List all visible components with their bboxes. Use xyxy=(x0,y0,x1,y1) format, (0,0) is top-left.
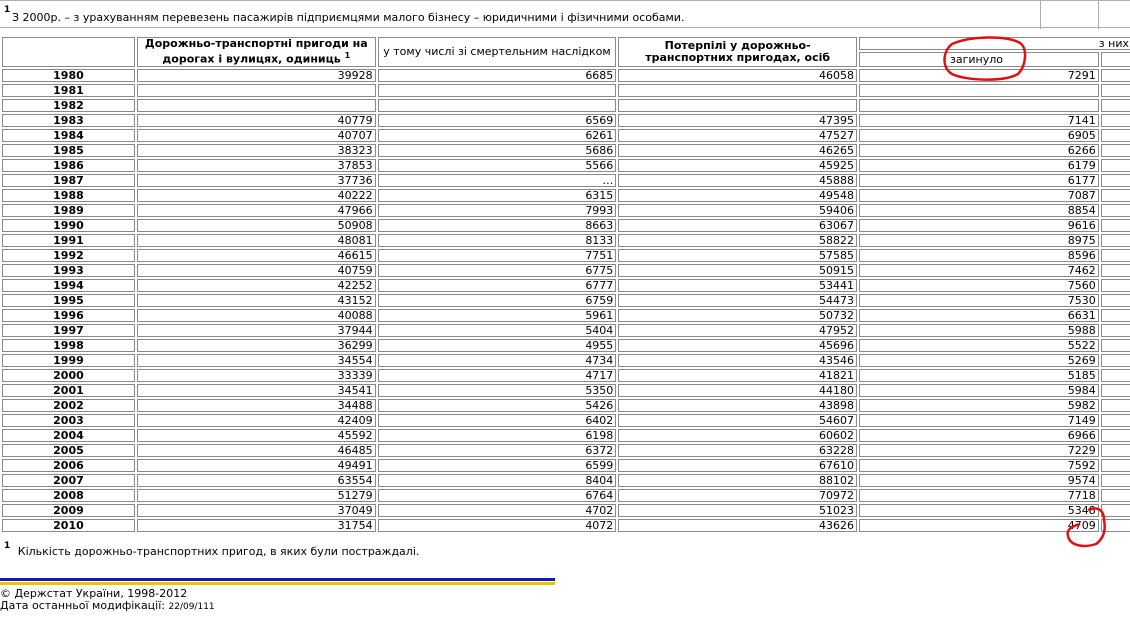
accidents-cell: 38323 xyxy=(137,144,376,157)
year-cell: 1989 xyxy=(2,204,135,217)
footer-rule-yellow xyxy=(0,582,555,585)
killed-cell: 5185 xyxy=(859,369,1099,382)
extra-cell xyxy=(1101,474,1130,487)
table-row xyxy=(2,189,1130,202)
extra-cell xyxy=(1101,264,1130,277)
victims-cell xyxy=(618,99,857,112)
extra-cell xyxy=(1101,309,1130,322)
victims-cell: 60602 xyxy=(618,429,857,442)
victims-cell: 63067 xyxy=(618,219,857,232)
extra-cell xyxy=(1101,504,1130,517)
year-cell: 1980 xyxy=(2,69,135,82)
fatal-cell: 8663 xyxy=(378,219,617,232)
table-row xyxy=(2,444,1130,457)
fatal-cell: 6764 xyxy=(378,489,617,502)
extra-cell xyxy=(1101,324,1130,337)
fatal-cell: 4734 xyxy=(378,354,617,367)
fatal-cell: 8133 xyxy=(378,234,617,247)
fatal-cell: 6599 xyxy=(378,459,617,472)
fatal-cell: 6315 xyxy=(378,189,617,202)
year-cell: 2009 xyxy=(2,504,135,517)
accidents-cell: 40222 xyxy=(137,189,376,202)
accidents-cell: 49491 xyxy=(137,459,376,472)
fatal-cell: 5350 xyxy=(378,384,617,397)
fatal-cell: 6777 xyxy=(378,279,617,292)
victims-cell: 45696 xyxy=(618,339,857,352)
last-modified xyxy=(0,599,215,612)
accidents-cell: 42252 xyxy=(137,279,376,292)
killed-cell: 7718 xyxy=(859,489,1099,502)
accidents-cell: 37853 xyxy=(137,159,376,172)
table-row xyxy=(2,84,1130,97)
accidents-cell: 46615 xyxy=(137,249,376,262)
extra-cell xyxy=(1101,129,1130,142)
table-row xyxy=(2,294,1130,307)
year-cell: 2007 xyxy=(2,474,135,487)
killed-cell: 6966 xyxy=(859,429,1099,442)
header-of-them: з них xyxy=(859,37,1130,50)
footnote-marker: 1 xyxy=(4,541,11,551)
victims-cell: 46265 xyxy=(618,144,857,157)
accidents-cell: 37049 xyxy=(137,504,376,517)
year-cell: 2010 xyxy=(2,519,135,532)
table-row xyxy=(2,324,1130,337)
killed-cell: 7149 xyxy=(859,414,1099,427)
table-row xyxy=(2,114,1130,127)
top-note-marker: 1 xyxy=(4,5,11,15)
accidents-cell: 42409 xyxy=(137,414,376,427)
fatal-cell: 7993 xyxy=(378,204,617,217)
accidents-cell: 37736 xyxy=(137,174,376,187)
killed-cell: 6266 xyxy=(859,144,1099,157)
extra-cell xyxy=(1101,159,1130,172)
victims-cell: 53441 xyxy=(618,279,857,292)
victims-cell xyxy=(618,84,857,97)
fatal-cell: 6372 xyxy=(378,444,617,457)
killed-cell: 5522 xyxy=(859,339,1099,352)
extra-cell xyxy=(1101,69,1130,82)
extra-cell xyxy=(1101,249,1130,262)
year-cell: 1991 xyxy=(2,234,135,247)
victims-cell: 63228 xyxy=(618,444,857,457)
victims-cell: 70972 xyxy=(618,489,857,502)
accidents-cell: 45592 xyxy=(137,429,376,442)
table-row xyxy=(2,429,1130,442)
extra-cell xyxy=(1101,459,1130,472)
accidents-cell: 40088 xyxy=(137,309,376,322)
extra-cell xyxy=(1101,489,1130,502)
table-row xyxy=(2,264,1130,277)
extra-cell xyxy=(1101,279,1130,292)
footnote xyxy=(4,541,420,558)
killed-cell: 7462 xyxy=(859,264,1099,277)
victims-cell: 58822 xyxy=(618,234,857,247)
year-cell: 2000 xyxy=(2,369,135,382)
header-empty-cell xyxy=(2,37,135,67)
killed-cell: 7592 xyxy=(859,459,1099,472)
accidents-cell: 34554 xyxy=(137,354,376,367)
victims-cell: 47952 xyxy=(618,324,857,337)
year-cell: 2005 xyxy=(2,444,135,457)
year-cell: 2001 xyxy=(2,384,135,397)
table-row xyxy=(2,159,1130,172)
year-cell: 1992 xyxy=(2,249,135,262)
accidents-cell: 36299 xyxy=(137,339,376,352)
victims-cell: 47395 xyxy=(618,114,857,127)
table-row xyxy=(2,399,1130,412)
victims-cell: 41821 xyxy=(618,369,857,382)
accidents-cell: 34541 xyxy=(137,384,376,397)
extra-cell xyxy=(1101,204,1130,217)
accidents-cell: 63554 xyxy=(137,474,376,487)
fatal-cell: 8404 xyxy=(378,474,617,487)
fatal-cell: 5686 xyxy=(378,144,617,157)
last-modified-date: 22/09/111 xyxy=(168,602,215,612)
year-cell: 1986 xyxy=(2,159,135,172)
killed-cell: 8854 xyxy=(859,204,1099,217)
year-cell: 1982 xyxy=(2,99,135,112)
year-cell: 2002 xyxy=(2,399,135,412)
last-modified-label: Дата останньої модифікації: xyxy=(0,599,165,612)
extra-cell xyxy=(1101,174,1130,187)
header-row xyxy=(2,37,1130,50)
fatal-cell: 4702 xyxy=(378,504,617,517)
killed-cell: 7229 xyxy=(859,444,1099,457)
accidents-cell: 40707 xyxy=(137,129,376,142)
extra-cell xyxy=(1101,519,1130,532)
extra-cell xyxy=(1101,384,1130,397)
footer-rule-blue xyxy=(0,578,555,581)
extra-cell xyxy=(1101,414,1130,427)
fatal-cell: 5961 xyxy=(378,309,617,322)
extra-cell xyxy=(1101,84,1130,97)
killed-cell: 5982 xyxy=(859,399,1099,412)
victims-cell: 45925 xyxy=(618,159,857,172)
killed-cell: 9574 xyxy=(859,474,1099,487)
year-cell: 1994 xyxy=(2,279,135,292)
extra-cell xyxy=(1101,369,1130,382)
killed-cell: 7560 xyxy=(859,279,1099,292)
year-cell: 1984 xyxy=(2,129,135,142)
fatal-cell: 5566 xyxy=(378,159,617,172)
year-cell: 1998 xyxy=(2,339,135,352)
fatal-cell: 6775 xyxy=(378,264,617,277)
fatal-cell: 4717 xyxy=(378,369,617,382)
killed-cell: 6905 xyxy=(859,129,1099,142)
victims-cell: 45888 xyxy=(618,174,857,187)
table-row xyxy=(2,129,1130,142)
top-note xyxy=(0,0,1130,28)
extra-cell xyxy=(1101,399,1130,412)
accidents-cell xyxy=(137,99,376,112)
accidents-cell: 34488 xyxy=(137,399,376,412)
killed-cell: 6177 xyxy=(859,174,1099,187)
killed-cell: 6179 xyxy=(859,159,1099,172)
top-note-divider xyxy=(1098,1,1099,29)
fatal-cell xyxy=(378,84,617,97)
year-cell: 1985 xyxy=(2,144,135,157)
year-cell: 1988 xyxy=(2,189,135,202)
extra-cell xyxy=(1101,339,1130,352)
table-row xyxy=(2,309,1130,322)
accidents-cell: 46485 xyxy=(137,444,376,457)
fatal-cell: 6569 xyxy=(378,114,617,127)
year-cell: 2004 xyxy=(2,429,135,442)
killed-cell: 9616 xyxy=(859,219,1099,232)
extra-cell xyxy=(1101,189,1130,202)
table-row xyxy=(2,204,1130,217)
top-note-text: З 2000р. – з урахуванням перевезень пасажирів підприємцями малого бізнесу – юридичними і фізичними особами. xyxy=(12,11,685,24)
year-cell: 1993 xyxy=(2,264,135,277)
year-cell: 2008 xyxy=(2,489,135,502)
header-extra-cell xyxy=(1101,52,1130,66)
accidents-cell: 40779 xyxy=(137,114,376,127)
accidents-cell: 31754 xyxy=(137,519,376,532)
killed-cell xyxy=(859,84,1099,97)
year-cell: 2006 xyxy=(2,459,135,472)
table-row xyxy=(2,234,1130,247)
victims-cell: 47527 xyxy=(618,129,857,142)
year-cell: 1990 xyxy=(2,219,135,232)
killed-cell: 5984 xyxy=(859,384,1099,397)
fatal-cell: 6402 xyxy=(378,414,617,427)
extra-cell xyxy=(1101,114,1130,127)
copyright-text: © Держстат України, 1998-2012 xyxy=(0,587,188,600)
extra-cell xyxy=(1101,219,1130,232)
victims-cell: 67610 xyxy=(618,459,857,472)
killed-cell: 5348 xyxy=(859,504,1099,517)
year-cell: 1987 xyxy=(2,174,135,187)
victims-cell: 46058 xyxy=(618,69,857,82)
extra-cell xyxy=(1101,444,1130,457)
table-row xyxy=(2,519,1130,532)
victims-cell: 43546 xyxy=(618,354,857,367)
victims-cell: 50915 xyxy=(618,264,857,277)
table-row xyxy=(2,339,1130,352)
table-row xyxy=(2,504,1130,517)
killed-cell: 4709 xyxy=(859,519,1099,532)
killed-cell xyxy=(859,99,1099,112)
victims-cell: 57585 xyxy=(618,249,857,262)
killed-cell: 7087 xyxy=(859,189,1099,202)
year-cell: 1981 xyxy=(2,84,135,97)
table-row xyxy=(2,69,1130,82)
year-cell: 1995 xyxy=(2,294,135,307)
table-row xyxy=(2,489,1130,502)
table-row xyxy=(2,369,1130,382)
victims-cell: 88102 xyxy=(618,474,857,487)
table-row xyxy=(2,99,1130,112)
header-accidents: Дорожньо-транспортні пригоди на дорогах і вулицях, одиниць $^1$ xyxy=(137,37,376,67)
killed-cell: 7291 xyxy=(859,69,1099,82)
victims-cell: 54607 xyxy=(618,414,857,427)
year-cell: 1997 xyxy=(2,324,135,337)
top-note-divider xyxy=(1040,1,1041,29)
header-killed: загинуло xyxy=(859,52,1099,66)
killed-cell: 7141 xyxy=(859,114,1099,127)
killed-cell: 8975 xyxy=(859,234,1099,247)
table-row xyxy=(2,249,1130,262)
accidents-cell: 37944 xyxy=(137,324,376,337)
victims-cell: 50732 xyxy=(618,309,857,322)
victims-cell: 49548 xyxy=(618,189,857,202)
accidents-cell: 48081 xyxy=(137,234,376,247)
fatal-cell: 4072 xyxy=(378,519,617,532)
fatal-cell: … xyxy=(378,174,617,187)
header-victims: Потерпілі у дорожньо-транспортних пригодах, осіб xyxy=(618,37,857,67)
extra-cell xyxy=(1101,294,1130,307)
fatal-cell: 7751 xyxy=(378,249,617,262)
victims-cell: 43626 xyxy=(618,519,857,532)
victims-cell: 43898 xyxy=(618,399,857,412)
fatal-cell: 5426 xyxy=(378,399,617,412)
accidents-cell: 43152 xyxy=(137,294,376,307)
footnote-text: Кількість дорожньо-транспортних пригод, в яких були постраждалі. xyxy=(17,545,420,558)
killed-cell: 6631 xyxy=(859,309,1099,322)
table-row xyxy=(2,414,1130,427)
accidents-cell xyxy=(137,84,376,97)
table-row xyxy=(2,459,1130,472)
fatal-cell xyxy=(378,99,617,112)
accidents-cell: 39928 xyxy=(137,69,376,82)
extra-cell xyxy=(1101,99,1130,112)
year-cell: 1996 xyxy=(2,309,135,322)
victims-cell: 59406 xyxy=(618,204,857,217)
accidents-cell: 50908 xyxy=(137,219,376,232)
fatal-cell: 5404 xyxy=(378,324,617,337)
table-row xyxy=(2,219,1130,232)
killed-cell: 5988 xyxy=(859,324,1099,337)
extra-cell xyxy=(1101,354,1130,367)
fatal-cell: 6198 xyxy=(378,429,617,442)
table-row xyxy=(2,174,1130,187)
statistics-table xyxy=(0,35,1130,534)
fatal-cell: 6685 xyxy=(378,69,617,82)
extra-cell xyxy=(1101,234,1130,247)
table-row xyxy=(2,384,1130,397)
victims-cell: 51023 xyxy=(618,504,857,517)
victims-cell: 44180 xyxy=(618,384,857,397)
fatal-cell: 4955 xyxy=(378,339,617,352)
year-cell: 1983 xyxy=(2,114,135,127)
fatal-cell: 6759 xyxy=(378,294,617,307)
header-fatal: у тому числі зі смертельним наслідком xyxy=(378,37,617,67)
year-cell: 2003 xyxy=(2,414,135,427)
table-row xyxy=(2,279,1130,292)
accidents-cell: 51279 xyxy=(137,489,376,502)
fatal-cell: 6261 xyxy=(378,129,617,142)
accidents-cell: 40759 xyxy=(137,264,376,277)
victims-cell: 54473 xyxy=(618,294,857,307)
extra-cell xyxy=(1101,429,1130,442)
accidents-cell: 33339 xyxy=(137,369,376,382)
extra-cell xyxy=(1101,144,1130,157)
year-cell: 1999 xyxy=(2,354,135,367)
table-row xyxy=(2,354,1130,367)
killed-cell: 8596 xyxy=(859,249,1099,262)
killed-cell: 7530 xyxy=(859,294,1099,307)
table-row xyxy=(2,144,1130,157)
killed-cell: 5269 xyxy=(859,354,1099,367)
table-row xyxy=(2,474,1130,487)
accidents-cell: 47966 xyxy=(137,204,376,217)
